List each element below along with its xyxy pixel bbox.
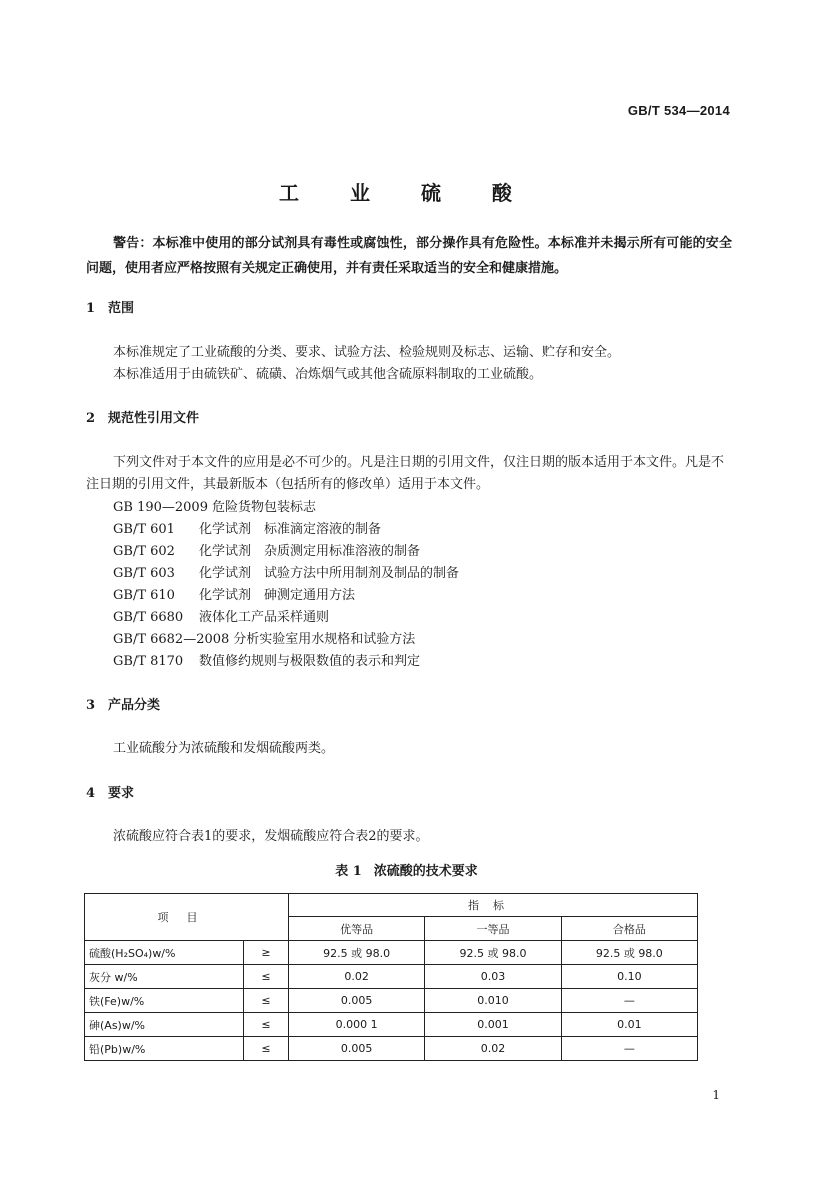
row-value-qualified: — xyxy=(561,1037,697,1061)
reference-code: GB 190—2009 xyxy=(113,500,208,515)
classification-paragraph: 工业硫酸分为浓硫酸和发烟硫酸两类。 xyxy=(113,741,335,756)
grade-first: 一等品 xyxy=(425,917,561,941)
reference-item xyxy=(113,584,355,603)
section-heading-references xyxy=(86,407,199,426)
row-operator: ≤ xyxy=(244,1013,289,1037)
row-value-first: 0.02 xyxy=(425,1037,561,1061)
section-title: 产品分类 xyxy=(108,698,161,713)
table-number: 表 1 xyxy=(335,864,362,879)
header-indicator: 指标 xyxy=(289,894,698,917)
row-value-premium: 0.005 xyxy=(289,989,425,1013)
reference-code: GB/T 610 xyxy=(113,588,175,603)
table-row xyxy=(85,1013,698,1037)
table-row xyxy=(85,941,698,965)
reference-code: GB/T 8170 xyxy=(113,654,184,669)
page-number: 1 xyxy=(712,1088,720,1102)
row-value-premium: 0.005 xyxy=(289,1037,425,1061)
table-caption xyxy=(0,860,813,879)
reference-item xyxy=(113,606,329,625)
reference-code: GB/T 602 xyxy=(113,544,175,559)
section-heading-requirements xyxy=(86,782,134,801)
reference-title: 化学试剂 砷测定通用方法 xyxy=(199,588,356,603)
reference-title: 分析实验室用水规格和试验方法 xyxy=(233,632,416,647)
row-value-premium: 92.5 或 98.0 xyxy=(289,941,425,965)
section-title: 规范性引用文件 xyxy=(108,411,200,426)
reference-item xyxy=(113,518,381,537)
row-operator: ≥ xyxy=(244,941,289,965)
scope-paragraph-2: 本标准适用于由硫铁矿、硫磺、冶炼烟气或其他含硫原料制取的工业硫酸。 xyxy=(113,367,543,382)
safety-warning: 警告：本标准中使用的部分试剂具有毒性或腐蚀性，部分操作具有危险性。本标准并未揭示所有可能的安全问题，使用者应严格按照有关规定正确使用，并有责任采取适当的安全和健康措施。 xyxy=(86,236,732,276)
table-title: 浓硫酸的技术要求 xyxy=(373,864,478,879)
reference-item xyxy=(113,496,316,515)
section-heading-classification xyxy=(86,694,160,713)
row-item: 硫酸(H₂SO₄)w/% xyxy=(85,941,244,965)
row-value-first: 0.001 xyxy=(425,1013,561,1037)
reference-title: 化学试剂 标准滴定溶液的制备 xyxy=(199,522,382,537)
reference-title: 数值修约规则与极限数值的表示和判定 xyxy=(199,654,421,669)
row-value-first: 0.010 xyxy=(425,989,561,1013)
row-operator: ≤ xyxy=(244,1037,289,1061)
reference-title: 化学试剂 试验方法中所用制剂及制品的制备 xyxy=(199,566,460,581)
reference-title: 危险货物包装标志 xyxy=(211,500,316,515)
section-number: 4 xyxy=(86,786,96,801)
row-value-first: 0.03 xyxy=(425,965,561,989)
table-header-row xyxy=(85,894,698,917)
reference-code: GB/T 601 xyxy=(113,522,175,537)
row-operator: ≤ xyxy=(244,965,289,989)
reference-item xyxy=(113,650,420,669)
row-item: 铅(Pb)w/% xyxy=(85,1037,244,1061)
grade-qualified: 合格品 xyxy=(561,917,697,941)
row-value-qualified: 0.10 xyxy=(561,965,697,989)
reference-title: 化学试剂 杂质测定用标准溶液的制备 xyxy=(199,544,421,559)
reference-item xyxy=(113,562,459,581)
table-row xyxy=(85,1037,698,1061)
header-item: 项目 xyxy=(85,894,289,941)
section-title: 要求 xyxy=(108,786,135,801)
row-value-qualified: 0.01 xyxy=(561,1013,697,1037)
scope-paragraph-1: 本标准规定了工业硫酸的分类、要求、试验方法、检验规则及标志、运输、贮存和安全。 xyxy=(113,345,621,360)
row-item: 灰分 w/% xyxy=(85,965,244,989)
row-item: 铁(Fe)w/% xyxy=(85,989,244,1013)
table-row xyxy=(85,965,698,989)
section-number: 2 xyxy=(86,411,96,426)
reference-code: GB/T 6680 xyxy=(113,610,184,625)
references-intro: 下列文件对于本文件的应用是必不可少的。凡是注日期的引用文件，仅注日期的版本适用于本文件。凡是不注日期的引用文件，其最新版本（包括所有的修改单）适用于本文件。 xyxy=(86,455,725,492)
reference-title: 液体化工产品采样通则 xyxy=(199,610,330,625)
document-title: 工 业 硫 酸 xyxy=(279,181,534,205)
reference-item xyxy=(113,628,415,647)
standard-number: GB/T 534—2014 xyxy=(627,103,730,118)
row-value-premium: 0.000 1 xyxy=(289,1013,425,1037)
row-value-first: 92.5 或 98.0 xyxy=(425,941,561,965)
section-number: 3 xyxy=(86,698,96,713)
row-value-qualified: 92.5 或 98.0 xyxy=(561,941,697,965)
requirements-paragraph: 浓硫酸应符合表1的要求，发烟硫酸应符合表2的要求。 xyxy=(113,829,429,844)
reference-code: GB/T 6682—2008 xyxy=(113,632,230,647)
section-heading-scope xyxy=(86,297,134,316)
reference-item xyxy=(113,540,420,559)
row-value-qualified: — xyxy=(561,989,697,1013)
row-value-premium: 0.02 xyxy=(289,965,425,989)
spec-table xyxy=(84,893,698,1061)
row-item: 砷(As)w/% xyxy=(85,1013,244,1037)
grade-premium: 优等品 xyxy=(289,917,425,941)
table-row xyxy=(85,989,698,1013)
reference-code: GB/T 603 xyxy=(113,566,175,581)
section-number: 1 xyxy=(86,301,96,316)
row-operator: ≤ xyxy=(244,989,289,1013)
section-title: 范围 xyxy=(108,301,135,316)
